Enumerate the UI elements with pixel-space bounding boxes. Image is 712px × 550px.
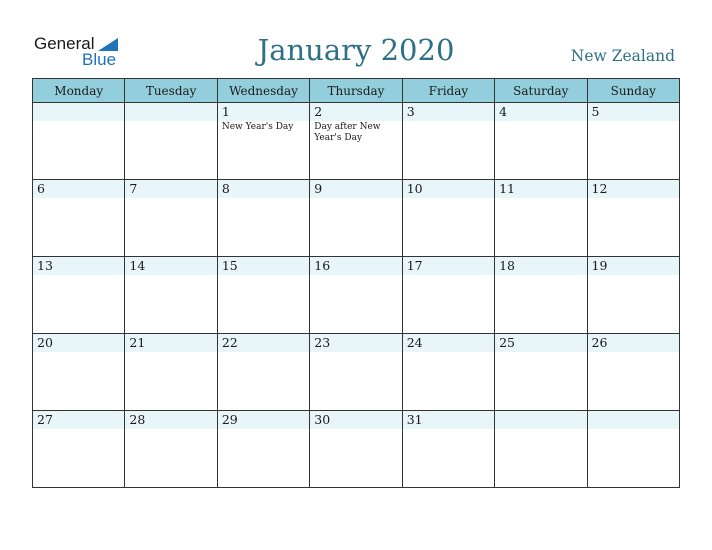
calendar-day-cell [310,257,402,334]
day-number [495,411,586,412]
calendar-week-row [33,180,680,257]
calendar-day-cell [495,103,587,180]
day-number: 4 [499,104,508,119]
weekday-header: Tuesday [125,79,217,103]
calendar-day-cell [495,411,587,488]
day-number: 10 [406,181,423,196]
calendar-day-cell [33,411,125,488]
day-number: 30 [314,412,331,427]
day-number: 31 [406,412,423,427]
calendar-day-cell [587,180,679,257]
calendar-day-cell [587,257,679,334]
day-number: 1 [221,104,230,119]
calendar-week-row [33,257,680,334]
day-number: 11 [499,181,516,196]
day-number: 15 [221,258,238,273]
calendar-day-cell [217,257,309,334]
day-number: 13 [37,258,53,273]
weekday-header: Sunday [587,79,679,103]
calendar-day-cell [217,180,309,257]
day-number: 14 [129,258,146,273]
calendar-day-cell [125,334,217,411]
calendar-day-cell [402,257,494,334]
day-number: 9 [314,181,323,196]
day-number: 28 [129,412,146,427]
weekday-header: Friday [402,79,494,103]
calendar-day-cell [495,180,587,257]
calendar-title: January 2020 [257,33,455,67]
calendar-day-cell [495,334,587,411]
day-number: 19 [591,258,608,273]
day-number: 16 [314,258,331,273]
calendar-day-cell [310,411,402,488]
holiday-label: Day after New Year's Day [314,122,381,143]
calendar-day-cell [33,103,125,180]
country-label: New Zealand [570,47,675,65]
calendar-day-cell [125,411,217,488]
weekday-header: Saturday [495,79,587,103]
day-number: 23 [314,335,331,350]
calendar-day-cell [125,257,217,334]
calendar-week-row [33,103,680,180]
calendar-day-cell [402,411,494,488]
calendar-day-cell [587,103,679,180]
day-number: 20 [37,335,53,350]
day-number: 21 [129,335,146,350]
calendar-week-row [33,411,680,488]
calendar-day-cell [33,334,125,411]
day-number: 2 [314,104,323,119]
calendar-grid [32,78,680,488]
day-number [125,103,216,104]
calendar-day-cell [217,411,309,488]
calendar-day-cell [310,334,402,411]
day-number [588,411,679,412]
calendar-day-cell [217,334,309,411]
calendar-day-cell [33,257,125,334]
calendar-day-cell [125,180,217,257]
day-number: 12 [591,181,608,196]
weekday-header: Monday [33,79,125,103]
calendar-day-cell [495,257,587,334]
day-number: 3 [406,104,415,119]
calendar-day-cell [310,103,402,180]
day-number: 24 [406,335,423,350]
day-number: 27 [37,412,53,427]
calendar-day-cell [402,103,494,180]
day-number: 6 [37,181,45,196]
day-number: 29 [221,412,238,427]
calendar-week-row [33,334,680,411]
day-number [33,103,124,104]
calendar-day-cell [310,180,402,257]
day-number: 26 [591,335,608,350]
day-number: 22 [221,335,238,350]
calendar-day-cell [402,334,494,411]
calendar-day-cell [33,180,125,257]
calendar-day-cell [402,180,494,257]
calendar-day-cell [587,334,679,411]
weekday-header-row [33,79,680,103]
calendar-day-cell [217,103,309,180]
holiday-label: New Year's Day [221,122,294,132]
day-number-band [495,411,586,429]
day-number-band [125,103,216,121]
day-number-band [588,411,679,429]
day-number: 8 [221,181,230,196]
day-number: 7 [129,181,138,196]
logo-text-blue: Blue [82,50,117,69]
calendar-day-cell [125,103,217,180]
day-number: 25 [499,335,516,350]
day-number-band [33,103,124,121]
logo-text-general: General [34,34,95,53]
day-number: 18 [499,258,516,273]
day-number: 5 [591,104,600,119]
day-number: 17 [406,258,423,273]
calendar-day-cell [587,411,679,488]
weekday-header: Wednesday [217,79,309,103]
weekday-header: Thursday [310,79,402,103]
